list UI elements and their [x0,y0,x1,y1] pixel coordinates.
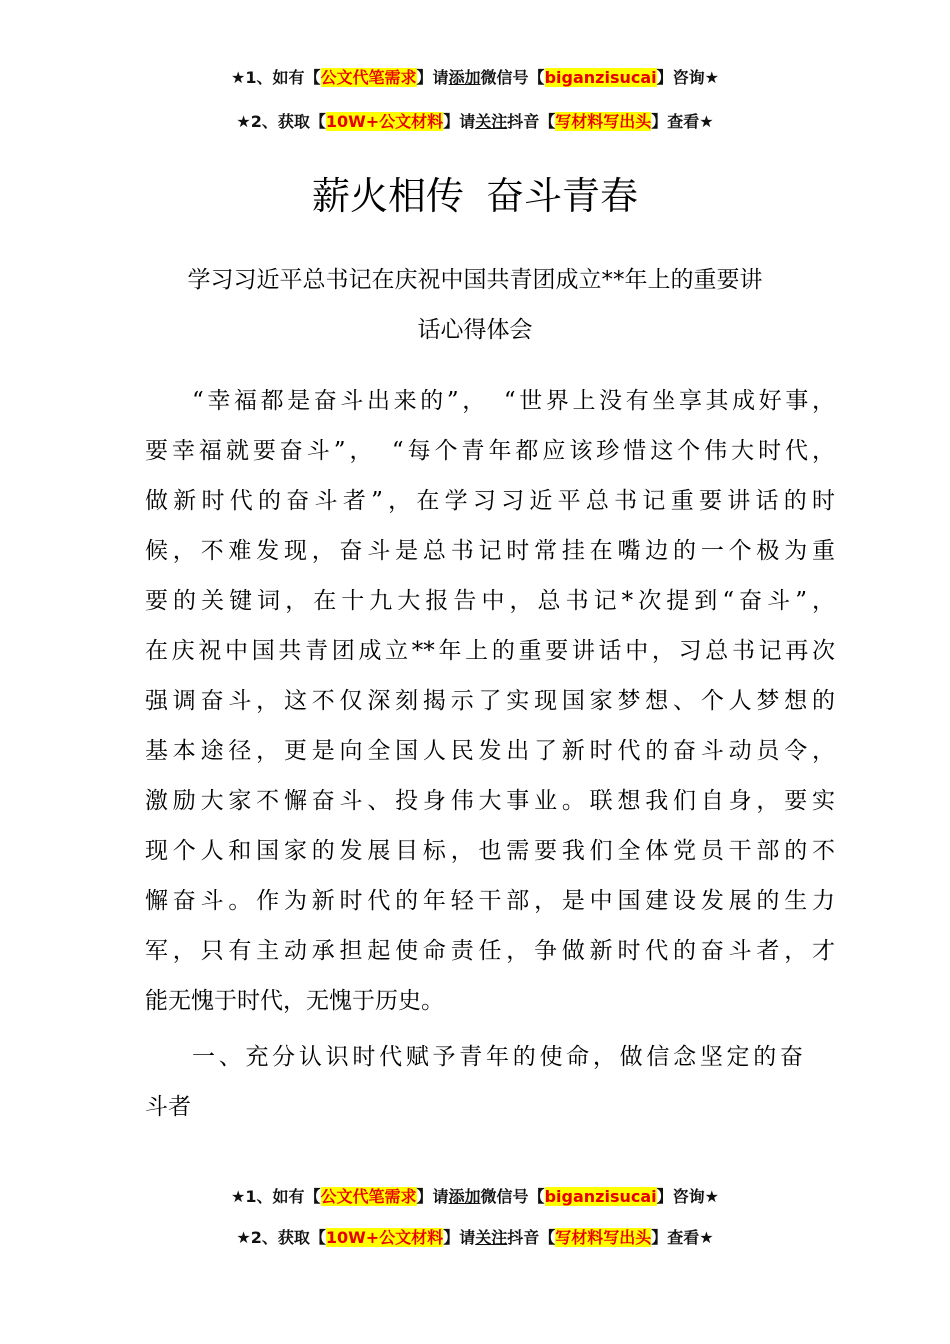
promo-text: 】请 [443,112,476,131]
body-line: “幸福都是奋斗出来的”， “世界上没有坐享其成好事， [192,388,835,414]
promo-prefix: ★2、获取【 [236,1228,326,1247]
subtitle-line-2: 话心得体会 [417,317,533,343]
body-line: 强调奋斗，这不仅深刻揭示了实现国家梦想、个人梦想的 [145,688,835,714]
promo-text: 】请 [443,1228,476,1247]
body-line: 在庆祝中国共青团成立**年上的重要讲话中，习总书记再次 [145,638,835,664]
promo-underlined: 添加 [448,1187,481,1206]
promo-highlight-douyin: 写材料写出头 [555,112,652,131]
body-line: 候，不难发现，奋斗是总书记时常挂在嘴边的一个极为重 [145,538,835,564]
promo-suffix: 】查看★ [651,1228,714,1247]
title-part-1: 薪火相传 [311,174,464,218]
promo-suffix: 】咨询★ [656,1187,719,1206]
promo-prefix: ★1、如有【 [231,68,321,87]
body-line: 要的关键词，在十九大报告中，总书记*次提到“奋斗”， [145,588,835,614]
promo-highlight: 10W+公文材料 [325,112,444,131]
promo-text: 抖音【 [507,1228,556,1247]
body-line: 要幸福就要奋斗”， “每个青年都应该珍惜这个伟大时代， [145,438,835,464]
promo-underlined: 添加 [448,68,481,87]
promo-highlight-douyin: 写材料写出头 [555,1228,652,1247]
body-line: 能无愧于时代，无愧于历史。 [145,988,444,1014]
body-line: 激励大家不懈奋斗、投身伟大事业。联想我们自身，要实 [145,788,835,814]
body-line: 做新时代的奋斗者”，在学习习近平总书记重要讲话的时 [145,488,835,514]
promo-line-1-top [0,66,950,90]
title-part-2: 奋斗青春 [486,174,639,218]
promo-highlight-wechat-id: biganzisucai [544,1187,657,1206]
promo-highlight: 公文代笔需求 [320,68,417,87]
promo-suffix: 】查看★ [651,112,714,131]
subtitle-line-1: 学习习近平总书记在庆祝中国共青团成立**年上的重要讲 [187,267,763,293]
promo-underlined: 关注 [475,1228,508,1247]
body-line: 现个人和国家的发展目标，也需要我们全体党员干部的不 [145,838,835,864]
promo-prefix: ★2、获取【 [236,112,326,131]
promo-text: 抖音【 [507,112,556,131]
promo-text: 微信号【 [480,68,545,87]
promo-text: 】请 [416,68,449,87]
promo-line-2-top [0,110,950,134]
promo-highlight-wechat-id: biganzisucai [544,68,657,87]
body-line: 军，只有主动承担起使命责任，争做新时代的奋斗者，才 [145,938,835,964]
promo-highlight: 公文代笔需求 [320,1187,417,1206]
body-line: 基本途径，更是向全国人民发出了新时代的奋斗动员令， [145,738,835,764]
promo-text: 微信号【 [480,1187,545,1206]
promo-suffix: 】咨询★ [656,68,719,87]
page-title [0,166,950,226]
promo-prefix: ★1、如有【 [231,1187,321,1206]
promo-line-1-bottom [0,1185,950,1209]
section-heading-line-1: 一、充分认识时代赋予青年的使命，做信念坚定的奋 [192,1044,803,1070]
promo-underlined: 关注 [475,112,508,131]
promo-line-2-bottom [0,1226,950,1250]
section-heading-line-2: 斗者 [145,1094,191,1120]
body-line: 懈奋斗。作为新时代的年轻干部，是中国建设发展的生力 [145,888,835,914]
promo-highlight: 10W+公文材料 [325,1228,444,1247]
promo-text: 】请 [416,1187,449,1206]
